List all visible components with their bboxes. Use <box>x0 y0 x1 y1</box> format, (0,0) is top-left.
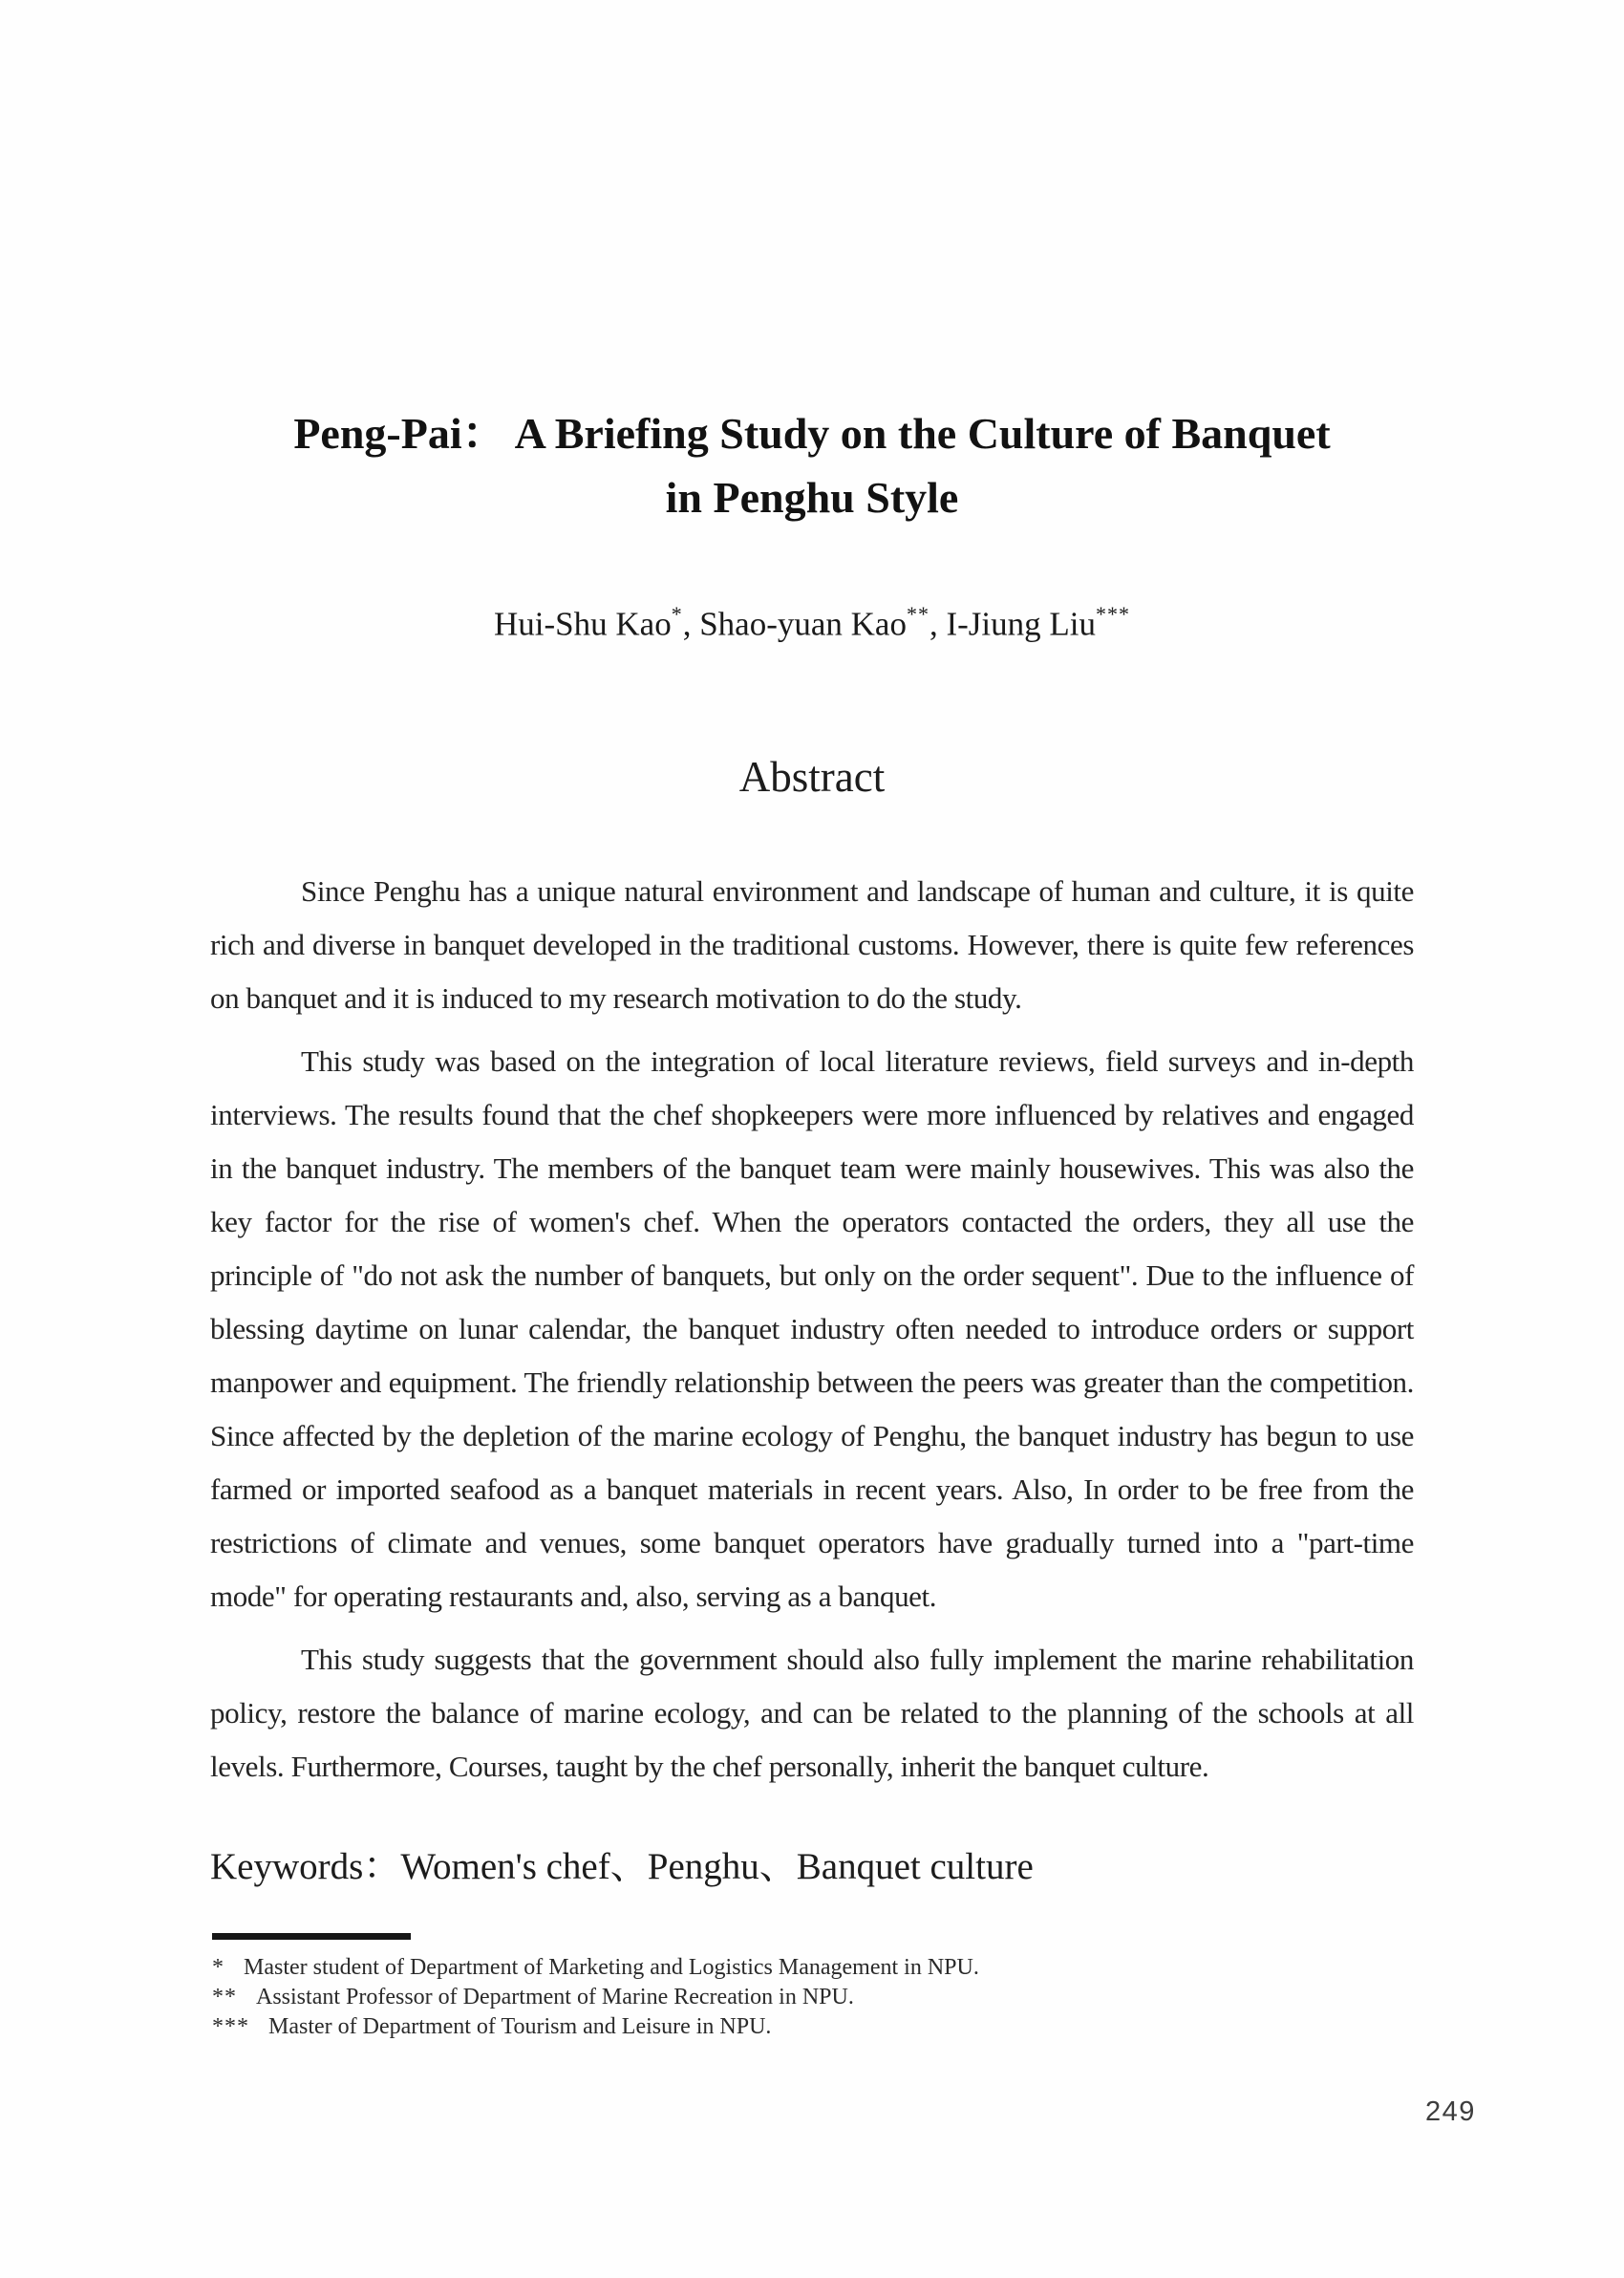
abstract-paragraph-1: Since Penghu has a unique natural environment and landscape of human and culture, it is quite rich and diverse in banquet developed in the traditional customs. However, there is quite few references on banquet and it is induced to my research motivation to do the study. <box>210 873 1414 1015</box>
author-name-2: Shao-yuan Kao <box>699 605 907 643</box>
paper-title <box>0 401 1624 529</box>
footnote-text-1: Master student of Department of Marketing and Logistics Management in NPU. <box>244 1954 979 1980</box>
keywords-label: Keywords <box>210 1845 364 1887</box>
footnote-2 <box>212 1983 1416 2012</box>
keywords-delimiter: 、 <box>759 1845 797 1887</box>
footnote-text-2: Assistant Professor of Department of Marine Recreation in NPU. <box>256 1984 854 2009</box>
footnote-separator-rule <box>212 1933 411 1940</box>
footnote-1 <box>212 1953 1416 1983</box>
footnote-marker-1: * <box>212 1954 224 1980</box>
keywords-delimiter: 、 <box>609 1845 648 1887</box>
abstract-paragraph-2: This study was based on the integration of local literature reviews, field surveys and in-depth interviews. The results found that the chef shopkeepers were more influenced by relatives and engaged in the banquet industry. The members of the banquet team were mainly housewives. This was also the key factor for the rise of women's chef. When the operators contacted the orders, they all use the principle of "do not ask the number of banquets, but only on the order sequent". Due to the influence of blessing daytime on lunar calendar, the banquet industry often needed to introduce orders or support manpower and equipment. The friendly relationship between the peers was greater than the competition. Since affected by the depletion of the marine ecology of Penghu, the banquet industry has begun to use farmed or imported seafood as a banquet materials in recent years. Also, In order to be free from the restrictions of climate and venues, some banquet operators have gradually turned into a "part-time mode" for operating restaurants and, also, serving as a banquet. <box>210 1043 1414 1613</box>
page-number: 249 <box>1425 2096 1476 2127</box>
author-affiliation-marker-3: *** <box>1095 602 1130 626</box>
keywords-colon: ： <box>363 1845 401 1887</box>
paper-title-line-2: in Penghu Style <box>665 473 959 522</box>
abstract-heading: Abstract <box>738 752 886 801</box>
author-separator: , <box>682 605 700 643</box>
footnote-marker-2: ** <box>212 1984 237 2009</box>
author-separator: , <box>929 605 947 643</box>
author-name-3: I-Jiung Liu <box>946 605 1096 643</box>
author-affiliation-marker-2: ** <box>906 602 930 626</box>
author-affiliation-marker-1: * <box>671 602 683 626</box>
footnote-marker-3: *** <box>212 2013 249 2039</box>
abstract-body <box>210 865 1414 1794</box>
keyword-banquet-culture: Banquet culture <box>796 1845 1034 1887</box>
author-name-1: Hui-Shu Kao <box>494 605 672 643</box>
authors-line <box>0 596 1624 645</box>
keywords-line <box>210 1845 1414 1889</box>
footnote-3 <box>212 2012 1416 2042</box>
keyword-penghu: Penghu <box>647 1845 759 1887</box>
keyword-women-chef: Women's chef <box>400 1845 610 1887</box>
abstract-paragraph-3: This study suggests that the government should also fully implement the marine rehabilitation policy, restore the balance of marine ecology, and can be related to the planning of the schools at all levels. Furthermore, Courses, taught by the chef personally, inherit the banquet culture. <box>210 1642 1414 1783</box>
footnote-block <box>212 1933 1416 2042</box>
footnote-text-3: Master of Department of Tourism and Leisure in NPU. <box>268 2013 772 2039</box>
paper-title-line-1: Peng-Pai： A Briefing Study on the Culture of Banquet <box>293 409 1331 458</box>
